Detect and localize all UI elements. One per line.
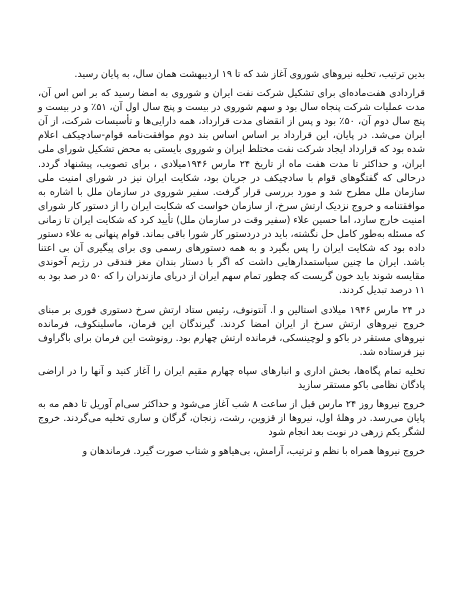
- paragraph-evacuation-start: بدین ترتیب، تخلیه نیروهای شوروی آغاز شد که تا ۱۹ اردیبهشت همان سال، به پایان رسید.: [74, 69, 425, 80]
- paragraph-oil-agreement: قرارداد‌ی هفت‌ماده‌ای برای تشکیل شرکت نفت ایران و شوروی به امضا رسید که بر اس اس آن، مدت عملیات شرکت پنجاه سال بود و سهم شوروی در بیست و پنج سال اول آن، ۵۱٪ و در بیست و پنج سال دوم آن، ۵۰٪ بود و پس از انقضای مدت قرارداد، همه دارایی‌ها و تأسیسات شرکت، از آن ایران می‌شد. در پایان، این قرارداد بر اساس اساس بند دوم موافقت‌نامه قوام‌-سادچیکف اعلام شده بود که قرارداد ایجاد شرکت نفت مختلط ایران و شوروی بایستی به محض تشکیل شورای ملی ایران، و حداکثر تا مدت هفت ماه از تاریخ ۲۴ مارس ۱۹۴۶میلادی ، برای تصویب، پیشنهاد گردد. درحالی که گفتگوهای قوام با سادچیکف در جریان بود، شکایت ایران نیز در شورای امنیت ملی سازمان ملل مطرح شد و مورد بررسی قرار گرفت. سفیر شوروی در سازمان ملل با اشاره به موافقتنامه و خروج نزدیک ارتش سرخ، از سازمان خواست که شکایت ایران را از دستور کار شورای امنیت خارج سازد، اما حسین علاء (سفیر وقت در سازمان ملل) تأیید کرد که شکایت ایران تا زمانی که مسئله به‌طور کامل حل نگشته، باید در دردستور کار شورا باقی بماند. قوام پنهانی به علاء دستور داده بود که شکایت ایران را پس بگیرد و به همه دستورهای رسمی وی برای پیگیری آن بی اعتنا باشد. ایران ما چنین سیاستمدارهایی داشت که اگر با دستار بندان مغز فندقی در رژیم آخوندی مقایسه شوند باید خون گریست که چطور تمام سهم ایران از دریای مازندران را که ۵۰ در صد بود به ۱۱ درصد تبدیل کردند.: [38, 88, 426, 297]
- paragraph-order-item-2: خروج نیروها روز ۲۴ مارس قبل از ساعت ۸ شب آغاز می‌شود و حداکثر سی‌ام آوریل تا دهم مه به پایان می‌رسد. در وهلهٔ اول، نیروها از قزوین، رشت، زنجان، گرگان و ساری تخلیه می‌گردند. خروج لشگر یکم زرهی در نوبت بعد انجام شود: [38, 399, 426, 439]
- paragraph-order-item-1: تخلیه تمام پگاه‌ها، بخش اداری و انبارهای سپاه چهارم مقیم ایران را آغاز کنید و آنها را در اراضی پادگان نظامی باکو مستقر سازید: [38, 365, 425, 391]
- paragraph-order-item-3: خروج نیروها همراه با نظم و ترتیب، آرامش، بی‌هیاهو و شتاب صورت گیرد. فرماندهان و: [82, 446, 425, 458]
- paragraph-withdrawal-order: در ۲۴ مارس ۱۹۴۶ میلادی استالین و ا. آنتونوف، رئیس ستاد ارتش سرخ دستوری فوری بر مبنای خروج نیروهای ارتش سرخ از ایران امضا کردند. گیرندگان این فرمان، ماسلینکوف، فرمانده نیروهای مستقر در باکو و لوچینسکی، فرمانده ارتش چهارم بود. رونوشت این فرمان برای باگراوف نیز فرستاده شد.: [38, 304, 426, 358]
